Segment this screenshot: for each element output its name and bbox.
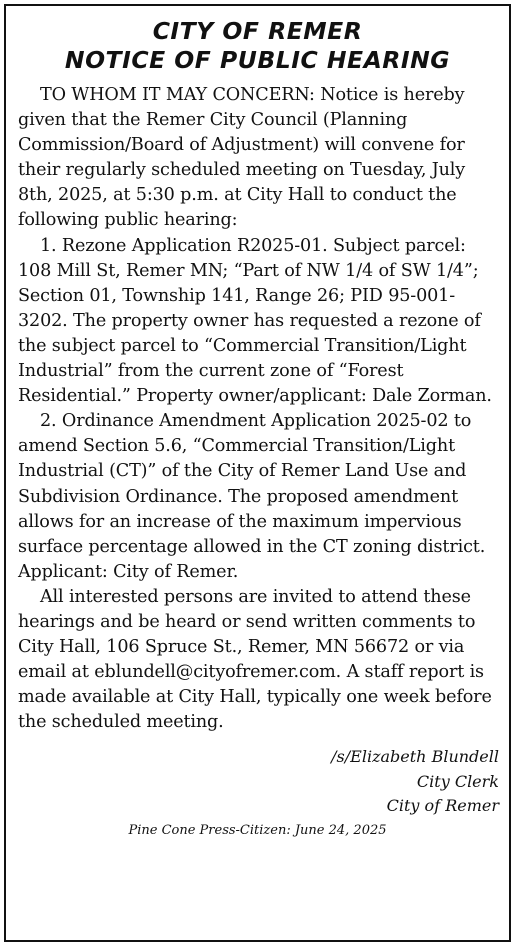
- publication-footer: Pine Cone Press-Citizen: June 24, 2025: [128, 822, 387, 838]
- signature-block: [6, 745, 509, 819]
- intro-paragraph: TO WHOM IT MAY CONCERN: Notice is hereby given that the Remer City Council (Planning Commission/Board of Adjustment) will convene for their regularly scheduled meeting on Tuesday, July 8th, 2025, at 5:30 p.m. at City Hall to conduct the following public hearing:: [18, 85, 466, 231]
- notice-body: [6, 83, 509, 735]
- signature-title: City Clerk: [416, 771, 499, 791]
- item-rezone-application: 1. Rezone Application R2025-01. Subject parcel: 108 Mill St, Remer MN; “Part of NW 1/4 of SW 1/4”; Section 01, Township 141, Range 26; PID 95-001-3202. The property owner has requested a rezone of the subject parcel to “Commercial Transition/Light Industrial” from the current zone of “Forest Residential.” Property owner/applicant: Dale Zorman.: [18, 235, 492, 407]
- signature-org: City of Remer: [386, 796, 499, 816]
- item-ordinance-amendment: 2. Ordinance Amendment Application 2025-02 to amend Section 5.6, “Commercial Transition/Light Industrial (CT)” of the City of Remer Land Use and Subdivision Ordinance. The proposed amendment allows for an increase of the maximum impervious surface percentage allowed in the CT zoning district. Applicant: City of Remer.: [18, 411, 486, 582]
- invitation-paragraph: All interested persons are invited to attend these hearings and be heard or send written comments to City Hall, 106 Spruce St., Remer, MN 56672 or via email at eblundell@cityofremer.com. A staff report is made available at City Hall, typically one week before the scheduled meeting.: [18, 586, 492, 733]
- notice-title-hearing: NOTICE OF PUBLIC HEARING: [64, 46, 451, 74]
- notice-header: [6, 17, 509, 75]
- public-notice: [4, 4, 511, 942]
- signature-name: /s/Elizabeth Blundell: [331, 747, 499, 767]
- notice-title-city: CITY OF REMER: [152, 17, 363, 45]
